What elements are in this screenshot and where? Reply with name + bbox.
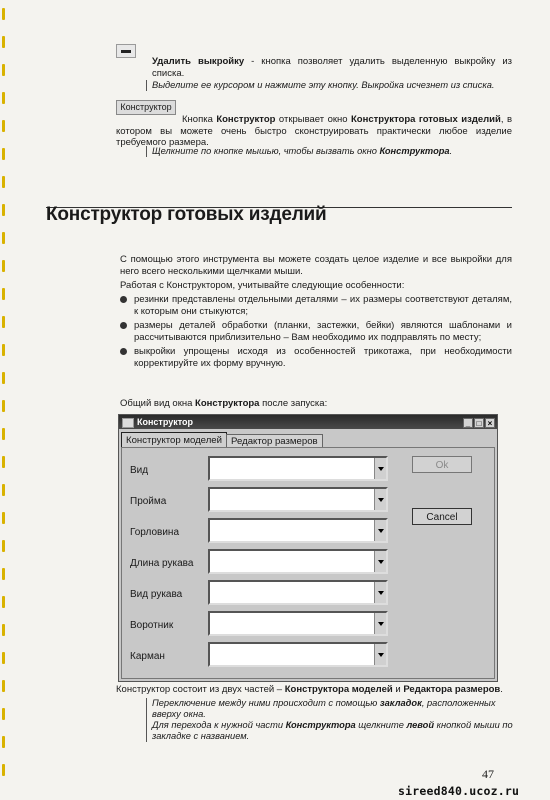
tab-size-editor[interactable]: Редактор размеров [226,434,323,448]
features-list [120,294,512,372]
maximize-icon[interactable]: □ [474,418,484,428]
section-title: Конструктор готовых изделий [46,204,327,225]
chevron-down-icon[interactable] [374,551,386,572]
cancel-button[interactable]: Cancel [412,508,472,525]
field-label: Вид рукава [130,589,183,600]
delete-pattern-button-icon [116,44,136,58]
list-item: выкройки упрощены исходя из особенностей трикотажа, при необходимости корректируйте их форму вручную. [120,346,512,369]
constructor-dialog [118,414,498,682]
chevron-down-icon[interactable] [374,644,386,665]
ok-button[interactable]: Ok [412,456,472,473]
section-intro: С помощью этого инструмента вы можете создать целое изделие и все выкройки для него всего несколькими щелчками мыши. [120,254,512,277]
chevron-down-icon[interactable] [374,520,386,541]
field-label: Карман [130,651,165,662]
field-label: Горловина [130,527,180,538]
sleeve-length-select[interactable] [208,549,388,574]
parts-description: Конструктор состоит из двух частей – Конструктора моделей и Редактора размеров. [116,684,503,695]
list-item: размеры деталей обработки (планки, застежки, бейки) являются шаблонами и рассчитываются приблизительно – Вам необходимо их подправлять по месту; [120,320,512,343]
chevron-down-icon[interactable] [374,582,386,603]
field-label: Пройма [130,496,167,507]
type-select[interactable] [208,456,388,481]
parts-note: Переключение между ними происходит с помощью закладок, расположенных вверху окна. Для перехода к нужной части Конструктора щелкните левой кнопкой мыши по закладке с названием. [146,698,518,742]
field-row-neckline [130,518,400,544]
dialog-tabs [121,430,322,447]
chevron-down-icon[interactable] [374,613,386,634]
bullet-icon [120,348,127,355]
dialog-panel [121,447,495,679]
dialog-caption: Общий вид окна Конструктора после запуска: [120,398,328,409]
armhole-select[interactable] [208,487,388,512]
field-row-type [130,456,400,482]
chevron-down-icon[interactable] [374,489,386,510]
sleeve-type-select[interactable] [208,580,388,605]
neckline-select[interactable] [208,518,388,543]
field-label: Вид [130,465,149,476]
delete-description: Удалить выкройку - кнопка позволяет удалить выделенную выкройку из списка. [152,56,512,79]
window-controls [462,416,495,430]
constructor-note: Щелкните по кнопке мышью, чтобы вызвать окно Конструктора. [146,146,518,157]
field-row-sleeve-type [130,580,400,606]
list-item: резинки представлены отдельными деталями – их размеры соответствуют деталям, к которым они стыкуются; [120,294,512,317]
binding-holes [0,0,14,800]
delete-note: Выделите ее курсором и нажмите эту кнопку. Выкройка исчезнет из списка. [146,80,518,91]
field-label: Воротник [130,620,174,631]
app-icon [122,418,134,428]
field-row-collar [130,611,400,637]
bullet-icon [120,322,127,329]
dialog-title: Конструктор [137,417,194,427]
field-row-sleeve-length [130,549,400,575]
field-label: Длина рукава [130,558,194,569]
close-icon[interactable]: × [485,418,495,428]
watermark: sireed840.ucoz.ru [398,784,520,798]
tab-model-constructor[interactable]: Конструктор моделей [121,432,227,448]
chevron-down-icon[interactable] [374,458,386,479]
dialog-titlebar [119,415,497,429]
bullet-icon [120,296,127,303]
minimize-icon[interactable]: _ [463,418,473,428]
pocket-select[interactable] [208,642,388,667]
constructor-description: Кнопка Конструктор открывает окно Конструктора готовых изделий, в котором вы можете очень быстро сконструировать практически любое изделие требуемого размера. [116,114,513,148]
page-number: 47 [482,767,494,781]
field-row-pocket [130,642,400,668]
constructor-button-illustration: Конструктор [116,100,176,115]
field-row-armhole [130,487,400,513]
collar-select[interactable] [208,611,388,636]
section-lead: Работая с Конструктором, учитывайте следующие особенности: [120,280,405,291]
